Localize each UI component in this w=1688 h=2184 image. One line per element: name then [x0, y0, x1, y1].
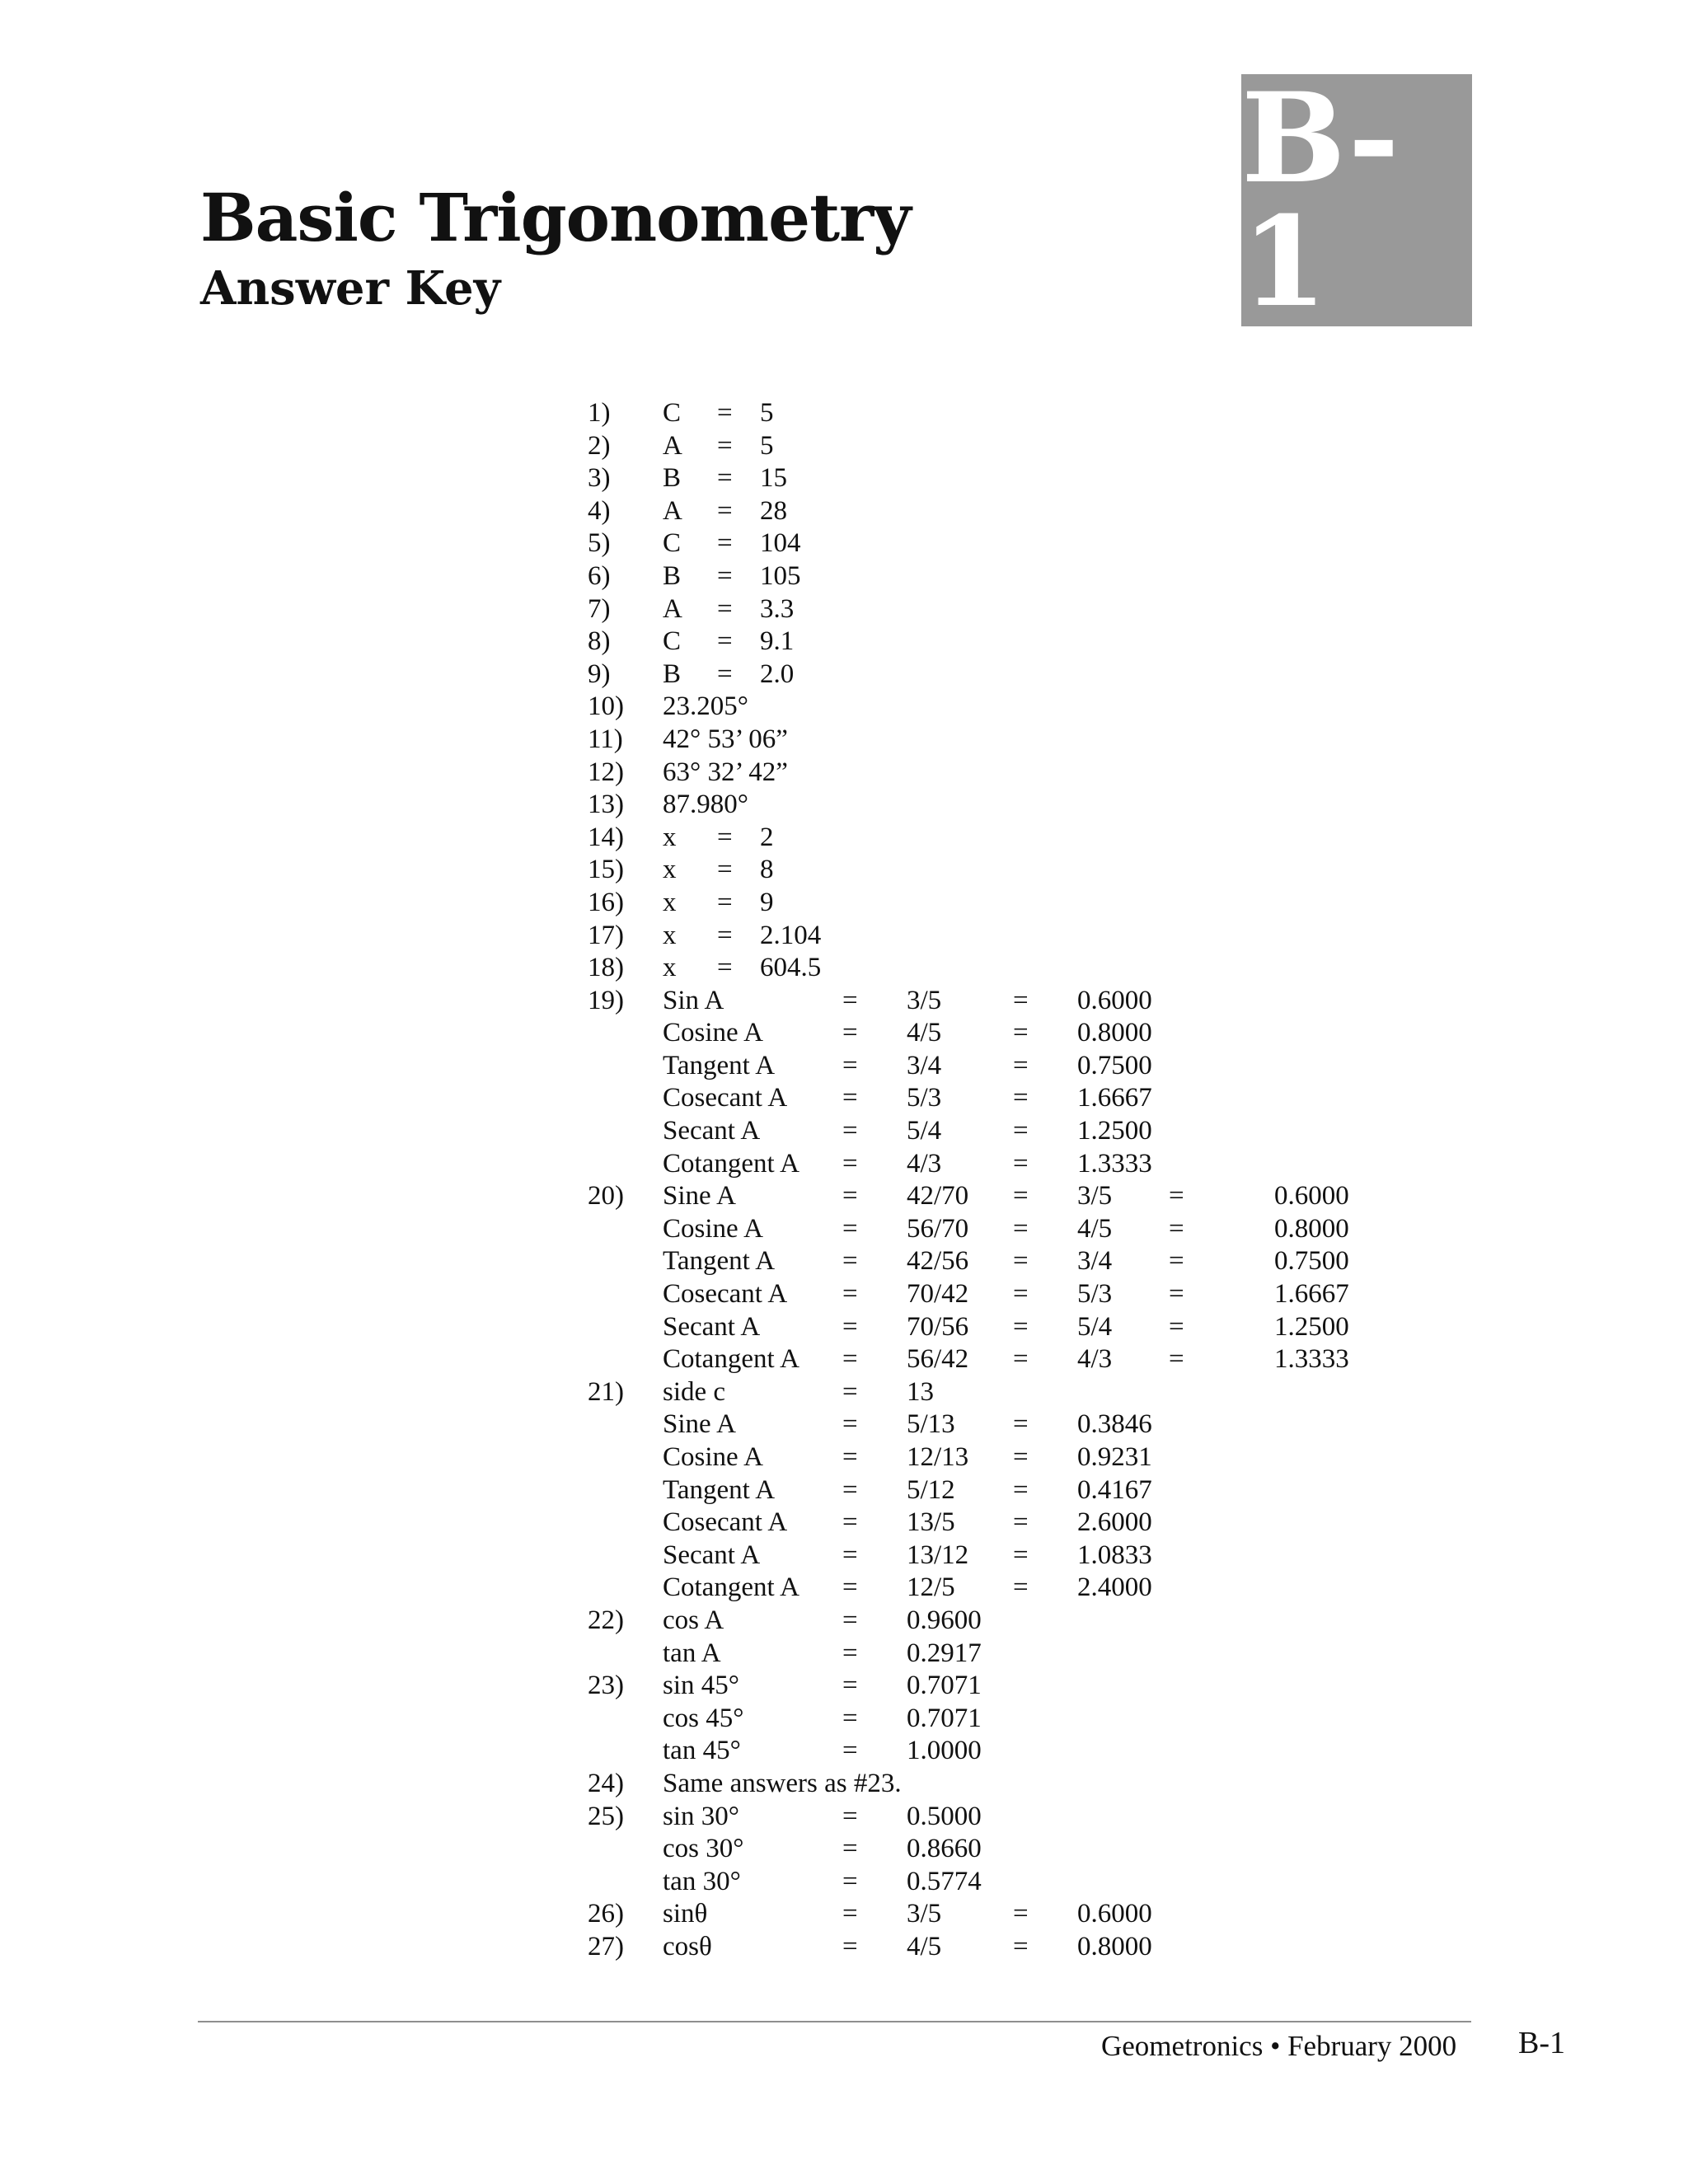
answer-number: 21): [588, 1376, 624, 1407]
equals-sign: =: [842, 1311, 858, 1342]
answer-label: B: [663, 560, 682, 591]
answer-value: 13/12: [907, 1540, 969, 1570]
answer-value: 9: [760, 887, 774, 917]
answer-label: x: [663, 887, 677, 917]
equals-sign: =: [842, 1409, 858, 1440]
answer-number: 2): [588, 430, 611, 461]
answer-number: 18): [588, 953, 624, 983]
answer-label: Cosecant A: [663, 1083, 788, 1113]
answer-value: 42/70: [907, 1181, 969, 1212]
equals-sign: =: [1013, 1474, 1029, 1505]
answer-label: tan 30°: [663, 1866, 741, 1896]
equals-sign: =: [842, 1442, 858, 1472]
page-number: B-1: [1518, 2026, 1565, 2060]
equals-sign: =: [842, 1116, 858, 1146]
equals-sign: =: [842, 1638, 858, 1668]
footer-publication: Geometronics • February 2000: [1101, 2030, 1457, 2062]
answer-number: 12): [588, 757, 624, 787]
equals-sign: =: [1013, 1181, 1029, 1212]
answer-value: 70/42: [907, 1279, 969, 1310]
equals-sign: =: [717, 953, 733, 983]
answer-number: 25): [588, 1801, 624, 1831]
answer-value: 1.2500: [1077, 1116, 1152, 1146]
answer-value: 3.3: [760, 593, 795, 624]
equals-sign: =: [1013, 1409, 1029, 1440]
equals-sign: =: [1013, 1116, 1029, 1146]
answer-value: 13/5: [907, 1507, 955, 1538]
answer-value: 0.8000: [1274, 1213, 1349, 1244]
equals-sign: =: [842, 1605, 858, 1635]
answer-label: Tangent A: [663, 1474, 776, 1505]
answer-value: 3/4: [907, 1050, 942, 1080]
answer-number: 9): [588, 658, 611, 689]
answer-label: 42° 53’ 06”: [663, 724, 788, 754]
answer-label: Sine A: [663, 1409, 736, 1440]
answer-label: Cosine A: [663, 1442, 763, 1472]
equals-sign: =: [842, 1148, 858, 1179]
answer-number: 26): [588, 1899, 624, 1929]
chapter-badge: [1241, 66, 1472, 335]
answer-number: 5): [588, 528, 611, 559]
equals-sign: =: [842, 1931, 858, 1961]
answer-label: 63° 32’ 42”: [663, 757, 788, 787]
equals-sign: =: [1013, 1018, 1029, 1048]
answer-value: 5/4: [1077, 1311, 1113, 1342]
equals-sign: =: [717, 626, 733, 657]
answer-number: 3): [588, 463, 611, 494]
answer-number: 20): [588, 1181, 624, 1212]
answer-label: sin 45°: [663, 1671, 739, 1701]
answer-value: 4/5: [907, 1018, 942, 1048]
answer-label: A: [663, 430, 682, 461]
equals-sign: =: [1013, 1540, 1029, 1570]
answer-value: 2.6000: [1077, 1507, 1152, 1538]
equals-sign: =: [717, 430, 733, 461]
answer-label: C: [663, 528, 682, 559]
equals-sign: =: [1013, 1213, 1029, 1244]
answer-value: 1.6667: [1077, 1083, 1152, 1113]
answer-number: 19): [588, 985, 624, 1015]
answer-value: 42/56: [907, 1246, 969, 1277]
answer-number: 24): [588, 1768, 624, 1798]
answer-value: 0.9600: [907, 1605, 982, 1635]
equals-sign: =: [842, 1246, 858, 1277]
answer-label: Cosecant A: [663, 1279, 788, 1310]
answer-label: C: [663, 626, 682, 657]
equals-sign: =: [842, 1801, 858, 1831]
answer-label: Tangent A: [663, 1246, 776, 1277]
answer-number: 17): [588, 920, 624, 950]
equals-sign: =: [1013, 1083, 1029, 1113]
answer-value: 56/42: [907, 1344, 969, 1375]
answer-number: 7): [588, 593, 611, 624]
equals-sign: =: [842, 1050, 858, 1080]
answer-value: 0.3846: [1077, 1409, 1152, 1440]
equals-sign: =: [842, 985, 858, 1015]
answer-label: sinθ: [663, 1899, 708, 1929]
equals-sign: =: [842, 1507, 858, 1538]
equals-sign: =: [717, 398, 733, 428]
answer-value: 5: [760, 430, 774, 461]
equals-sign: =: [1013, 1931, 1029, 1961]
answer-value: 4/3: [907, 1148, 942, 1179]
answer-value: 0.9231: [1077, 1442, 1152, 1472]
answer-label: A: [663, 593, 682, 624]
equals-sign: =: [842, 1671, 858, 1701]
equals-sign: =: [1169, 1246, 1184, 1277]
equals-sign: =: [1169, 1279, 1184, 1310]
answer-label: x: [663, 953, 677, 983]
answer-value: 3/5: [1077, 1181, 1113, 1212]
answer-label: sin 30°: [663, 1801, 739, 1831]
equals-sign: =: [717, 560, 733, 591]
answer-value: 1.2500: [1274, 1311, 1349, 1342]
equals-sign: =: [842, 1703, 858, 1733]
answer-label: Secant A: [663, 1116, 761, 1146]
answer-value: 8: [760, 855, 774, 885]
answer-value: 1.3333: [1077, 1148, 1152, 1179]
equals-sign: =: [842, 1540, 858, 1570]
equals-sign: =: [717, 463, 733, 494]
answer-value: 2.0: [760, 658, 795, 689]
answer-number: 13): [588, 790, 624, 820]
equals-sign: =: [1169, 1344, 1184, 1375]
answer-label: A: [663, 495, 682, 526]
answer-value: 5/12: [907, 1474, 955, 1505]
answer-label: Cosine A: [663, 1018, 763, 1048]
answer-value: 5/4: [907, 1116, 942, 1146]
equals-sign: =: [1013, 1050, 1029, 1080]
equals-sign: =: [842, 1083, 858, 1113]
answer-number: 27): [588, 1931, 624, 1961]
answer-number: 11): [588, 724, 623, 754]
equals-sign: =: [1013, 1572, 1029, 1603]
answer-value: 0.7071: [907, 1703, 982, 1733]
answer-value: 105: [760, 560, 801, 591]
equals-sign: =: [842, 1572, 858, 1603]
equals-sign: =: [842, 1181, 858, 1212]
equals-sign: =: [717, 593, 733, 624]
answer-number: 1): [588, 398, 611, 428]
answer-value: 70/56: [907, 1311, 969, 1342]
answer-value: 0.2917: [907, 1638, 982, 1668]
answer-label: x: [663, 855, 677, 885]
answer-value: 2.104: [760, 920, 822, 950]
answer-number: 6): [588, 560, 611, 591]
equals-sign: =: [842, 1018, 858, 1048]
equals-sign: =: [842, 1213, 858, 1244]
answer-value: 3/5: [907, 985, 942, 1015]
answer-value: 1.6667: [1274, 1279, 1349, 1310]
answer-value: 0.7500: [1077, 1050, 1152, 1080]
answer-value: 2.4000: [1077, 1572, 1152, 1603]
answer-label: 23.205°: [663, 691, 748, 722]
answer-label: Secant A: [663, 1311, 761, 1342]
equals-sign: =: [1169, 1213, 1184, 1244]
answer-value: 0.6000: [1274, 1181, 1349, 1212]
equals-sign: =: [842, 1279, 858, 1310]
equals-sign: =: [1013, 1507, 1029, 1538]
equals-sign: =: [717, 920, 733, 950]
equals-sign: =: [1013, 1148, 1029, 1179]
answer-value: 5/3: [1077, 1279, 1113, 1310]
equals-sign: =: [717, 887, 733, 917]
answer-value: 1.0000: [907, 1736, 982, 1766]
answer-label: 87.980°: [663, 790, 748, 820]
answer-number: 16): [588, 887, 624, 917]
answer-number: 15): [588, 855, 624, 885]
answer-number: 23): [588, 1671, 624, 1701]
answer-label: cos 30°: [663, 1834, 744, 1864]
equals-sign: =: [717, 495, 733, 526]
answer-value: 4/3: [1077, 1344, 1113, 1375]
equals-sign: =: [1169, 1181, 1184, 1212]
answer-value: 3/4: [1077, 1246, 1113, 1277]
equals-sign: =: [717, 528, 733, 559]
answer-label: B: [663, 463, 682, 494]
answer-label: Cosine A: [663, 1213, 763, 1244]
answer-value: 0.6000: [1077, 985, 1152, 1015]
answer-label: Cosecant A: [663, 1507, 788, 1538]
equals-sign: =: [842, 1899, 858, 1929]
answer-value: 104: [760, 528, 801, 559]
chapter-label: B-1: [1241, 66, 1400, 335]
equals-sign: =: [1013, 1344, 1029, 1375]
answer-label: Sin A: [663, 985, 724, 1015]
answer-value: 5/13: [907, 1409, 955, 1440]
answer-value: 5/3: [907, 1083, 942, 1113]
equals-sign: =: [1169, 1311, 1184, 1342]
answer-number: 22): [588, 1605, 624, 1635]
answer-value: 0.7071: [907, 1671, 982, 1701]
page-title: Basic Trigonometry: [200, 179, 911, 256]
answer-label: side c: [663, 1376, 726, 1407]
equals-sign: =: [842, 1474, 858, 1505]
equals-sign: =: [842, 1736, 858, 1766]
answer-label: tan A: [663, 1638, 721, 1668]
equals-sign: =: [1013, 1899, 1029, 1929]
equals-sign: =: [842, 1834, 858, 1864]
equals-sign: =: [717, 822, 733, 852]
answer-label: Sine A: [663, 1181, 736, 1212]
answer-value: 13: [907, 1376, 934, 1407]
footer-divider: [198, 2021, 1471, 2022]
answer-number: 8): [588, 626, 611, 657]
answer-value: 0.4167: [1077, 1474, 1152, 1505]
answer-value: 5: [760, 398, 774, 428]
answer-label: tan 45°: [663, 1736, 741, 1766]
answer-value: 604.5: [760, 953, 822, 983]
answer-label: Cotangent A: [663, 1572, 799, 1603]
answer-number: 10): [588, 691, 624, 722]
equals-sign: =: [717, 658, 733, 689]
answer-label: Same answers as #23.: [663, 1768, 902, 1798]
answer-value: 0.6000: [1077, 1899, 1152, 1929]
answer-value: 12/5: [907, 1572, 955, 1603]
answer-value: 1.0833: [1077, 1540, 1152, 1570]
answer-label: Cotangent A: [663, 1148, 799, 1179]
equals-sign: =: [842, 1866, 858, 1896]
answer-number: 14): [588, 822, 624, 852]
page-subtitle: Answer Key: [200, 261, 501, 316]
answer-value: 0.8000: [1077, 1931, 1152, 1961]
equals-sign: =: [1013, 1279, 1029, 1310]
equals-sign: =: [1013, 1442, 1029, 1472]
answer-value: 0.5774: [907, 1866, 982, 1896]
answer-number: 4): [588, 495, 611, 526]
answer-value: 3/5: [907, 1899, 942, 1929]
answer-value: 0.5000: [907, 1801, 982, 1831]
answer-value: 4/5: [1077, 1213, 1113, 1244]
answer-label: Cotangent A: [663, 1344, 799, 1375]
equals-sign: =: [842, 1344, 858, 1375]
equals-sign: =: [842, 1376, 858, 1407]
answer-value: 2: [760, 822, 774, 852]
answer-label: Tangent A: [663, 1050, 776, 1080]
answer-label: x: [663, 822, 677, 852]
answer-label: cos A: [663, 1605, 724, 1635]
answer-value: 1.3333: [1274, 1344, 1349, 1375]
equals-sign: =: [1013, 1311, 1029, 1342]
answer-value: 0.8660: [907, 1834, 982, 1864]
answer-value: 0.7500: [1274, 1246, 1349, 1277]
equals-sign: =: [1013, 985, 1029, 1015]
answer-label: C: [663, 398, 682, 428]
answer-value: 56/70: [907, 1213, 969, 1244]
answer-value: 9.1: [760, 626, 795, 657]
answer-value: 0.8000: [1077, 1018, 1152, 1048]
answer-value: 28: [760, 495, 787, 526]
answer-value: 4/5: [907, 1931, 942, 1961]
answer-label: x: [663, 920, 677, 950]
equals-sign: =: [717, 855, 733, 885]
answer-label: Secant A: [663, 1540, 761, 1570]
answer-value: 15: [760, 463, 787, 494]
answer-label: cos 45°: [663, 1703, 744, 1733]
answer-label: cosθ: [663, 1931, 712, 1961]
answer-value: 12/13: [907, 1442, 969, 1472]
answer-label: B: [663, 658, 682, 689]
equals-sign: =: [1013, 1246, 1029, 1277]
